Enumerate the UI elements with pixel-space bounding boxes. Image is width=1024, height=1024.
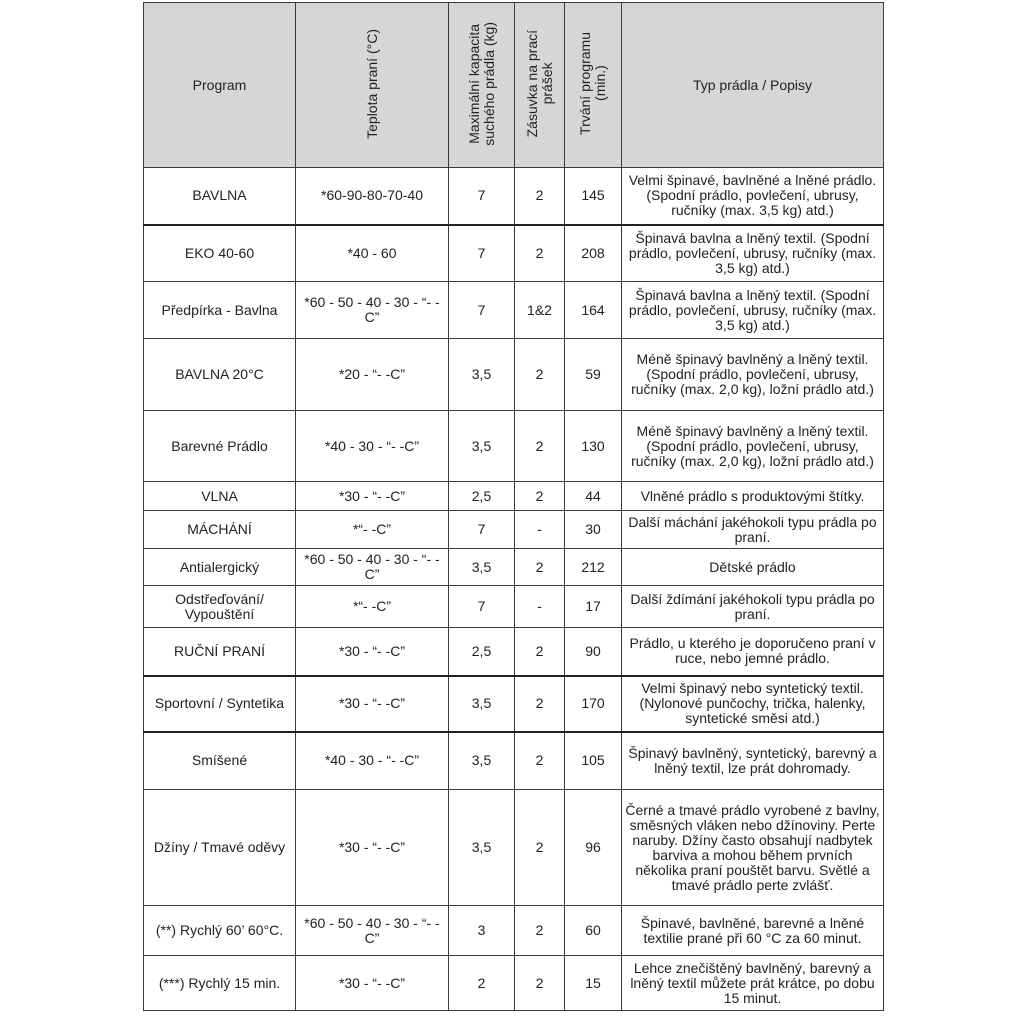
duration-cell: 60 — [565, 906, 622, 956]
description-cell: Vlněné prádlo s produktovými štítky. — [622, 482, 884, 511]
program-cell: (**) Rychlý 60’ 60°C. — [144, 906, 296, 956]
temperature-cell: *60 - 50 - 40 - 30 - “- -C” — [296, 549, 449, 586]
duration-cell: 208 — [565, 225, 622, 282]
duration-cell: 90 — [565, 628, 622, 676]
description-cell: Velmi špinavý nebo syntetický textil. (Nylonové punčochy, trička, halenky, syntetické směsi atd.) — [622, 676, 884, 732]
description-cell: Méně špinavý bavlněný a lněný textil. (Spodní prádlo, povlečení, ubrusy, ručníky (max. 2,0 kg), ložní prádlo atd.) — [622, 411, 884, 482]
duration-cell: 164 — [565, 282, 622, 339]
capacity-cell: 3,5 — [449, 549, 515, 586]
capacity-cell: 3,5 — [449, 790, 515, 906]
table-row — [144, 411, 884, 482]
table-row — [144, 732, 884, 790]
table-row — [144, 549, 884, 586]
table-row — [144, 339, 884, 411]
drawer-cell: 2 — [515, 628, 565, 676]
drawer-cell: 2 — [515, 906, 565, 956]
capacity-cell: 2 — [449, 956, 515, 1011]
duration-cell: 212 — [565, 549, 622, 586]
temperature-cell: *30 - “- -C” — [296, 790, 449, 906]
program-cell: MÁCHÁNÍ — [144, 511, 296, 549]
table-row — [144, 168, 884, 225]
capacity-cell: 7 — [449, 511, 515, 549]
header-drawer-label: Zásuvka na prací prášek — [523, 29, 555, 138]
drawer-cell: 2 — [515, 411, 565, 482]
temperature-cell: *“- -C” — [296, 511, 449, 549]
header-type: Typ prádla / Popisy — [622, 3, 884, 168]
temperature-cell: *40 - 60 — [296, 225, 449, 282]
header-program: Program — [144, 3, 296, 168]
duration-cell: 96 — [565, 790, 622, 906]
program-table — [143, 2, 884, 1011]
table-row — [144, 906, 884, 956]
drawer-cell: 2 — [515, 732, 565, 790]
description-cell: Černé a tmavé prádlo vyrobené z bavlny, směsných vláken nebo džínoviny. Perte naruby. Džíny často obsahují nadbytek barviva a mohou během prvních několika praní pouštět barvu. Světlé a tmavé prádlo perte zvlášť. — [622, 790, 884, 906]
table-row — [144, 790, 884, 906]
table-row — [144, 282, 884, 339]
drawer-cell: 2 — [515, 168, 565, 225]
drawer-cell: 2 — [515, 676, 565, 732]
drawer-cell: 2 — [515, 482, 565, 511]
header-drawer — [515, 3, 565, 168]
program-cell: Sportovní / Syntetika — [144, 676, 296, 732]
drawer-cell: 2 — [515, 339, 565, 411]
duration-cell: 44 — [565, 482, 622, 511]
table-row — [144, 956, 884, 1011]
capacity-cell: 3 — [449, 906, 515, 956]
description-cell: Špinavé, bavlněné, barevné a lněné textilie prané při 60 °C za 60 minut. — [622, 906, 884, 956]
program-cell: Barevné Prádlo — [144, 411, 296, 482]
capacity-cell: 7 — [449, 586, 515, 628]
capacity-cell: 3,5 — [449, 732, 515, 790]
capacity-cell: 3,5 — [449, 676, 515, 732]
temperature-cell: *60 - 50 - 40 - 30 - “- -C” — [296, 906, 449, 956]
capacity-cell: 2,5 — [449, 628, 515, 676]
capacity-cell: 7 — [449, 225, 515, 282]
duration-cell: 170 — [565, 676, 622, 732]
header-duration-label: Trvání programu (min.) — [577, 32, 608, 135]
table-row — [144, 628, 884, 676]
capacity-cell: 7 — [449, 168, 515, 225]
program-cell: (***) Rychlý 15 min. — [144, 956, 296, 1011]
program-cell: RUČNÍ PRANÍ — [144, 628, 296, 676]
program-cell: Smíšené — [144, 732, 296, 790]
drawer-cell: 2 — [515, 225, 565, 282]
program-cell: VLNA — [144, 482, 296, 511]
table-row — [144, 511, 884, 549]
temperature-cell: *30 - “- -C” — [296, 628, 449, 676]
table-row — [144, 482, 884, 511]
capacity-cell: 7 — [449, 282, 515, 339]
program-cell: Předpírka - Bavlna — [144, 282, 296, 339]
description-cell: Špinavý bavlněný, syntetický, barevný a lněný textil, lze prát dohromady. — [622, 732, 884, 790]
capacity-cell: 3,5 — [449, 339, 515, 411]
temperature-cell: *“- -C” — [296, 586, 449, 628]
drawer-cell: 2 — [515, 549, 565, 586]
description-cell: Špinavá bavlna a lněný textil. (Spodní prádlo, povlečení, ubrusy, ručníky (max. 3,5 kg) atd.) — [622, 225, 884, 282]
table-row — [144, 586, 884, 628]
temperature-cell: *30 - “- -C” — [296, 676, 449, 732]
capacity-cell: 2,5 — [449, 482, 515, 511]
duration-cell: 30 — [565, 511, 622, 549]
description-cell: Další ždímání jakéhokoli typu prádla po praní. — [622, 586, 884, 628]
description-cell: Velmi špinavé, bavlněné a lněné prádlo. (Spodní prádlo, povlečení, ubrusy, ručníky (max. 3,5 kg) atd.) — [622, 168, 884, 225]
temperature-cell: *30 - “- -C” — [296, 482, 449, 511]
drawer-cell: 2 — [515, 956, 565, 1011]
temperature-cell: *60 - 50 - 40 - 30 - “- -C” — [296, 282, 449, 339]
duration-cell: 15 — [565, 956, 622, 1011]
temperature-cell: *30 - “- -C” — [296, 956, 449, 1011]
header-duration — [565, 3, 622, 168]
program-cell: BAVLNA — [144, 168, 296, 225]
header-temperature — [296, 3, 449, 168]
drawer-cell: - — [515, 511, 565, 549]
duration-cell: 17 — [565, 586, 622, 628]
drawer-cell: 2 — [515, 790, 565, 906]
drawer-cell: - — [515, 586, 565, 628]
table-row — [144, 225, 884, 282]
table-row — [144, 676, 884, 732]
capacity-cell: 3,5 — [449, 411, 515, 482]
description-cell: Prádlo, u kterého je doporučeno praní v ruce, nebo jemné prádlo. — [622, 628, 884, 676]
description-cell: Lehce znečištěný bavlněný, barevný a lněný textil můžete prát krátce, po dobu 15 minut. — [622, 956, 884, 1011]
program-cell: BAVLNA 20°C — [144, 339, 296, 411]
description-cell: Špinavá bavlna a lněný textil. (Spodní prádlo, povlečení, ubrusy, ručníky (max. 3,5 kg) atd.) — [622, 282, 884, 339]
description-cell: Dětské prádlo — [622, 549, 884, 586]
description-cell: Méně špinavý bavlněný a lněný textil. (Spodní prádlo, povlečení, ubrusy, ručníky (max. 2,0 kg), ložní prádlo atd.) — [622, 339, 884, 411]
temperature-cell: *40 - 30 - “- -C” — [296, 411, 449, 482]
temperature-cell: *40 - 30 - “- -C” — [296, 732, 449, 790]
header-capacity — [449, 3, 515, 168]
temperature-cell: *60-90-80-70-40 — [296, 168, 449, 225]
duration-cell: 105 — [565, 732, 622, 790]
program-cell: EKO 40-60 — [144, 225, 296, 282]
program-cell: Odstřeďování/ Vypouštění — [144, 586, 296, 628]
description-cell: Další máchání jakéhokoli typu prádla po praní. — [622, 511, 884, 549]
header-row — [144, 3, 884, 168]
temperature-cell: *20 - “- -C” — [296, 339, 449, 411]
header-capacity-label: Maximální kapacita suchého prádla (kg) — [465, 21, 497, 146]
program-cell: Antialergický — [144, 549, 296, 586]
duration-cell: 130 — [565, 411, 622, 482]
duration-cell: 145 — [565, 168, 622, 225]
drawer-cell: 1&2 — [515, 282, 565, 339]
duration-cell: 59 — [565, 339, 622, 411]
header-temperature-label: Teplota praní (°C) — [363, 28, 380, 139]
program-cell: Džíny / Tmavé oděvy — [144, 790, 296, 906]
